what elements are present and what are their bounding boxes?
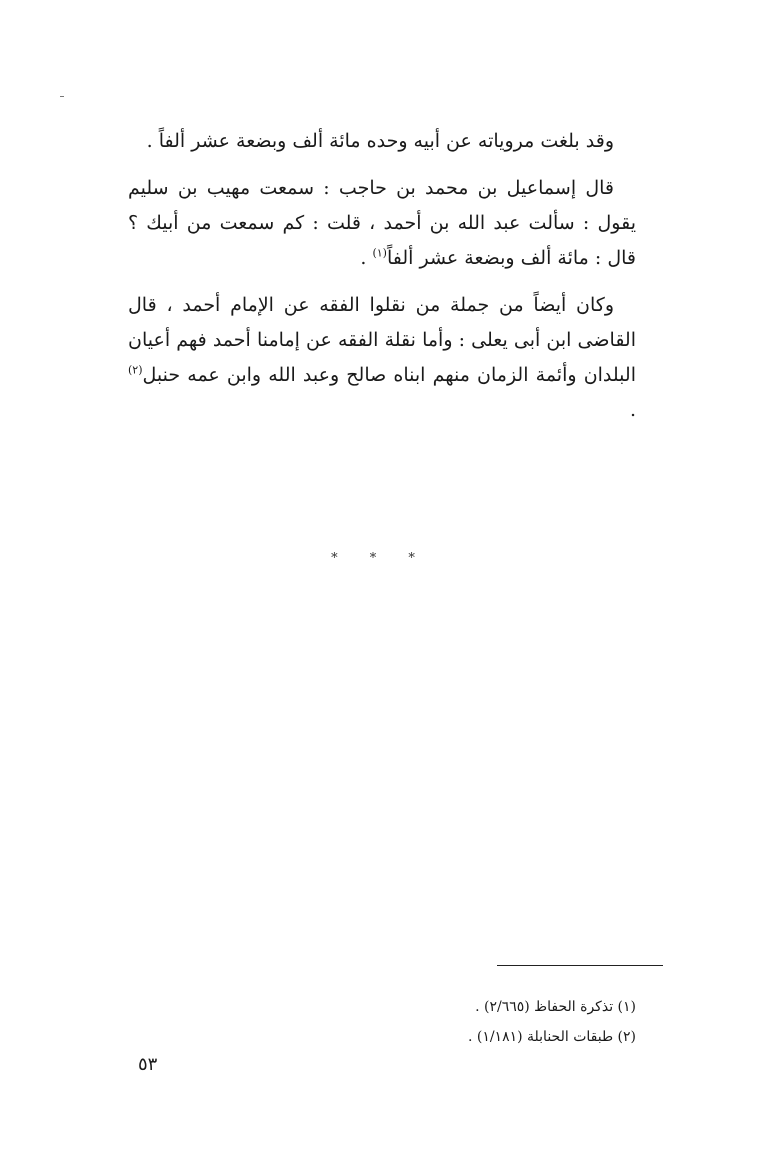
paragraph [128,171,636,276]
paragraph-text: قال إسماعيل بن محمد بن حاجب : سمعت مهيب بن سليم يقول : سألت عبد الله بن أحمد ، قلت : كم سمعت من أبيك ؟ قال : مائة ألف وبضعة عشر ألفاً [128,177,636,269]
paragraph-text: وقد بلغت مروياته عن أبيه وحده مائة ألف وبضعة عشر ألفاً . [146,130,614,152]
full-stop: . [360,247,367,269]
page-number: ٥٣ [138,1054,158,1075]
full-stop: . [629,399,636,421]
footnote-reference: (١) [372,246,387,260]
paragraph-text: وكان أيضاً من جملة من نقلوا الفقه عن الإمام أحمد ، قال القاضى ابن أبى يعلى : وأما نقلة الفقه عن إمامنا أحمد فهم أعيان البلدان وأئمة الزمان منهم ابناه صالح وعبد الله وابن عمه حنبل [128,294,636,386]
footnotes [300,992,636,1052]
footnote-item: (٢) طبقات الحنابلة (١/١٨١) . [467,1029,636,1045]
footnote-item: (١) تذكرة الحفاظ (٢/٦٦٥) . [475,999,636,1015]
paragraph [128,124,636,159]
footnote-divider [497,965,663,966]
section-separator: * * * [331,551,429,566]
paragraph [128,288,636,428]
footnote-reference: (٢) [128,363,143,377]
main-text [128,124,636,440]
scan-edge-mark [60,96,64,97]
